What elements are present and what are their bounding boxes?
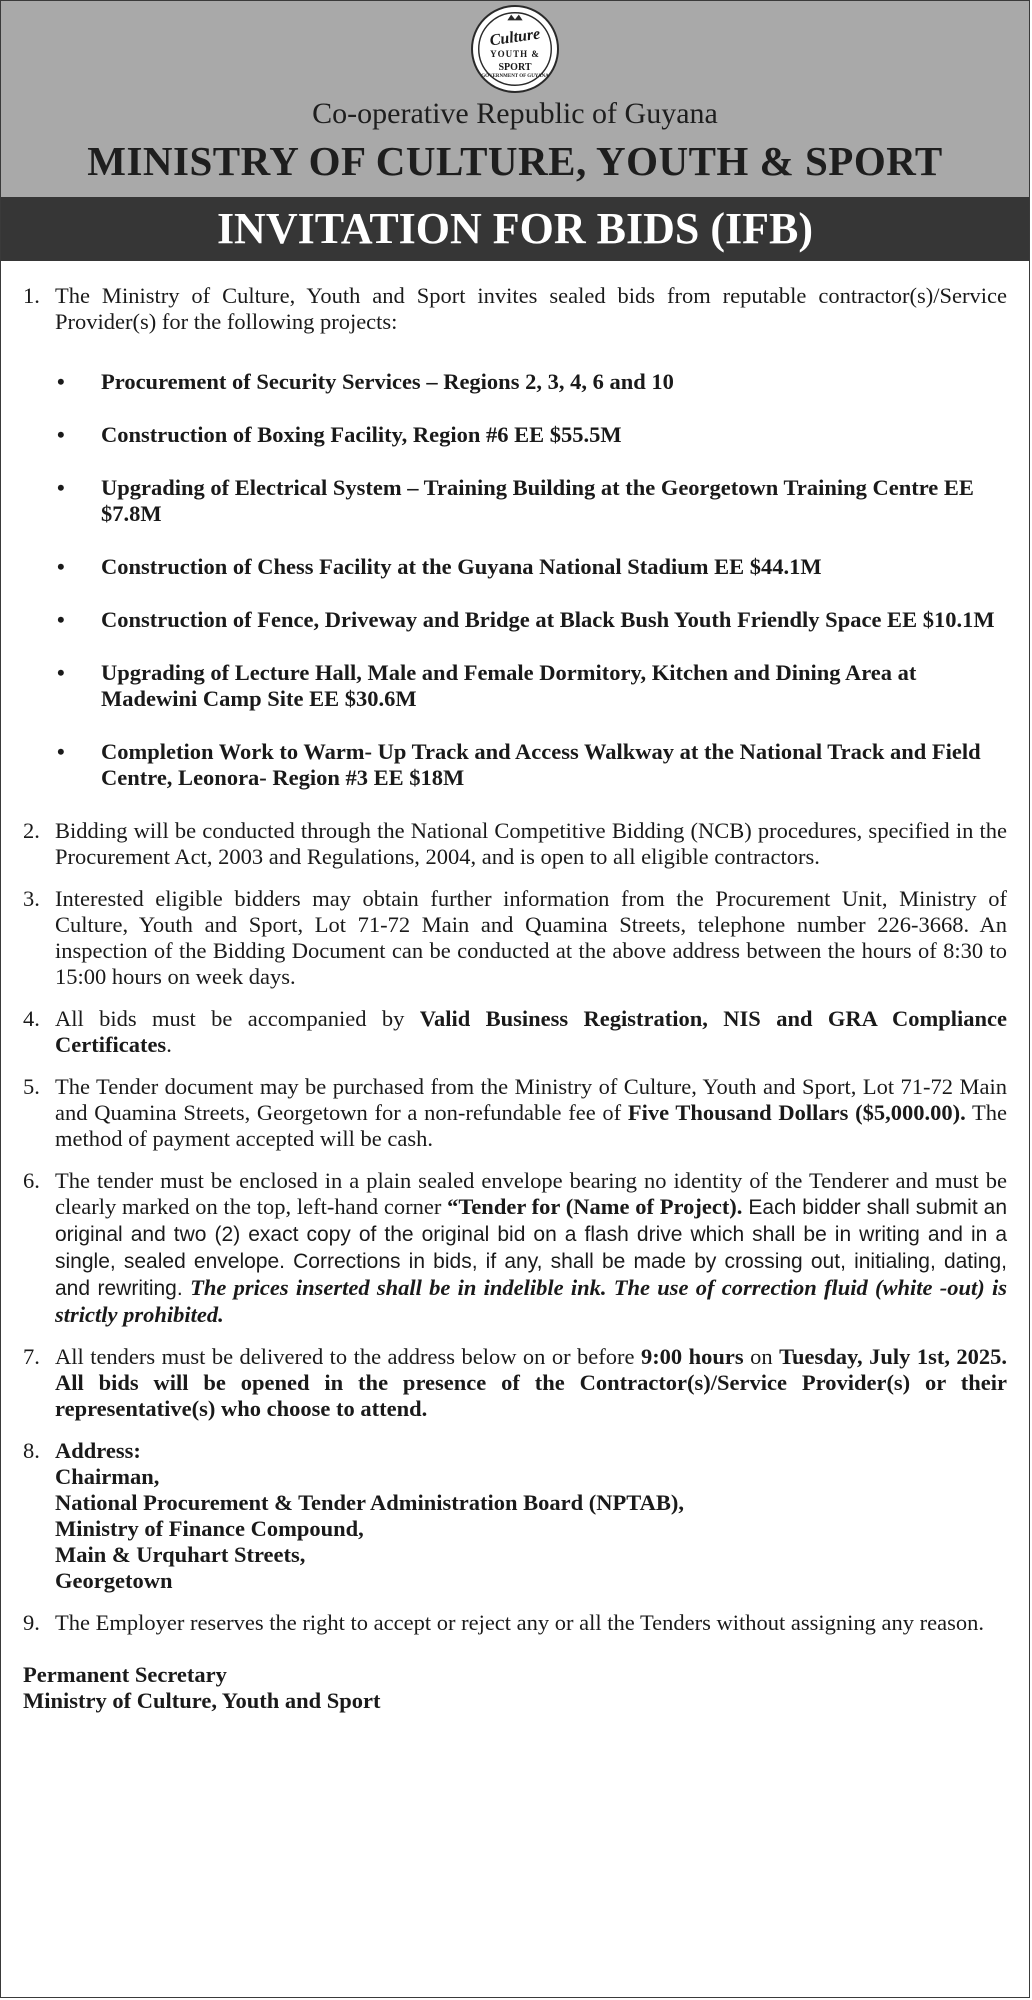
list-item	[57, 422, 1007, 448]
clause-7	[23, 1344, 1007, 1422]
clause-text	[55, 1006, 1007, 1058]
clause-text: The Ministry of Culture, Youth and Sport invites sealed bids from reputable contractor(s)/Service Provider(s) for the following projects:	[55, 283, 1007, 334]
clause-number: 5.	[23, 1074, 40, 1099]
clause-text-part: All tenders must be delivered to the address below on or before	[55, 1344, 641, 1369]
clause-text	[55, 1344, 1007, 1422]
clause-text-bold: Five Thousand Dollars ($5,000.00).	[627, 1100, 966, 1125]
clause-text-bold: Valid Business Registration, NIS and GRA Compliance Certificates	[55, 1006, 1007, 1057]
address-line: Main & Urquhart Streets,	[55, 1542, 306, 1567]
clause-text-bold: 9:00 hours	[640, 1344, 744, 1369]
clause-text-bold: Tuesday, July 1st, 2025. All bids will be opened in the presence of the Contractor(s)/Service Provider(s) or their representative(s) who choose to attend.	[55, 1344, 1008, 1421]
page-title: INVITATION FOR BIDS (IFB)	[1, 197, 1029, 261]
clause-text-part: The tender must be enclosed in a plain sealed envelope bearing no identity of the Tenderer and must be clearly marked on the top, left-hand corner	[55, 1168, 1007, 1219]
seal-text-sport: SPORT	[498, 62, 532, 73]
clause-text-bold-italic: The prices inserted shall be in indelible ink. The use of correction fluid (white -out) is strictly prohibited.	[55, 1275, 1007, 1327]
header	[1, 1, 1029, 197]
project-title: Construction of Chess Facility at the Guyana National Stadium EE $44.1M	[101, 554, 822, 579]
clause-number: 3.	[23, 886, 40, 911]
project-title: Construction of Fence, Driveway and Bridge at Black Bush Youth Friendly Space EE $10.1M	[101, 607, 995, 632]
project-title: Upgrading of Electrical System – Training Building at the Georgetown Training Centre EE $7.8M	[101, 475, 974, 526]
project-title: Construction of Boxing Facility, Region #6 EE $55.5M	[101, 422, 622, 447]
project-list	[57, 369, 1007, 791]
clause-text-part: .	[166, 1032, 172, 1057]
country-name: Co-operative Republic of Guyana	[312, 97, 718, 130]
clause-text	[55, 1168, 1007, 1328]
list-item	[57, 660, 1007, 712]
bullet-icon: •	[57, 660, 65, 685]
clause-number: 2.	[23, 818, 40, 843]
seal-text-youth: YOUTH &	[490, 49, 540, 59]
bullet-icon: •	[57, 554, 65, 579]
bullet-icon: •	[57, 475, 65, 500]
clause-text-sans: Each bidder shall submit an original and two (2) exact copy of the original bid on a flash drive which shall be in writing and in a single, sealed envelope. Corrections in bids, if any, shall be made by crossing out, initialing, dating, and rewriting.	[55, 1196, 1007, 1300]
address-line: Chairman,	[55, 1464, 160, 1489]
clause-number: 6.	[23, 1168, 40, 1193]
signatory-title: Permanent Secretary	[23, 1662, 227, 1687]
signatory-organization: Ministry of Culture, Youth and Sport	[23, 1688, 381, 1713]
clause-text	[55, 1074, 1007, 1152]
list-item	[57, 607, 1007, 633]
project-title: Completion Work to Warm- Up Track and Access Walkway at the National Track and Field Centre, Leonora- Region #3 EE $18M	[101, 739, 981, 790]
bullet-icon: •	[57, 369, 65, 394]
clause-2	[23, 818, 1007, 870]
address-line: Ministry of Finance Compound,	[55, 1516, 364, 1541]
project-title: Upgrading of Lecture Hall, Male and Female Dormitory, Kitchen and Dining Area at Madewini Camp Site EE $30.6M	[101, 660, 917, 711]
clause-text-part: The method of payment accepted will be cash.	[55, 1100, 1007, 1151]
clause-number: 1.	[23, 283, 40, 308]
clause-number: 7.	[23, 1344, 40, 1369]
list-item	[57, 739, 1007, 791]
seal-text-culture: Culture	[488, 25, 542, 50]
address-line: National Procurement & Tender Administration Board (NPTAB),	[55, 1490, 684, 1515]
clause-8	[23, 1438, 1007, 1594]
clause-number: 4.	[23, 1006, 40, 1031]
bullet-icon: •	[57, 607, 65, 632]
clause-text-part: The Tender document may be purchased from the Ministry of Culture, Youth and Sport, Lot 71-72 Main and Quamina Streets, Georgetown for a non-refundable fee of	[55, 1074, 1007, 1125]
address-line: Address:	[55, 1438, 141, 1463]
clause-text: Bidding will be conducted through the National Competitive Bidding (NCB) procedures, specified in the Procurement Act, 2003 and Regulations, 2004, and is open to all eligible contractors.	[55, 818, 1007, 869]
clause-6	[23, 1168, 1007, 1328]
clause-4	[23, 1006, 1007, 1058]
clause-text-bold: “Tender for (Name of Project).	[447, 1194, 743, 1219]
clause-text: Interested eligible bidders may obtain further information from the Procurement Unit, Ministry of Culture, Youth and Sport, Lot 71-72 Main and Quamina Streets, telephone number 226-3668. An inspection of the Bidding Document can be conducted at the above address between the hours of 8:30 to 15:00 hours on week days.	[55, 886, 1007, 989]
seal-text-government: GOVERNMENT OF GUYANA	[481, 74, 549, 79]
clause-number: 8.	[23, 1438, 40, 1463]
clause-number: 9.	[23, 1610, 40, 1635]
bullet-icon: •	[57, 422, 65, 447]
clause-5	[23, 1074, 1007, 1152]
list-item	[57, 475, 1007, 527]
bullet-icon: •	[57, 739, 65, 764]
list-item	[57, 369, 1007, 395]
list-item	[57, 554, 1007, 580]
project-title: Procurement of Security Services – Regions 2, 3, 4, 6 and 10	[101, 369, 674, 394]
signature-block	[23, 1662, 1007, 1714]
clause-text-part: All bids must be accompanied by	[55, 1006, 420, 1031]
clause-9	[23, 1610, 1007, 1636]
address-block	[55, 1438, 1007, 1594]
ministry-name: MINISTRY OF CULTURE, YOUTH & SPORT	[87, 138, 943, 184]
address-line: Georgetown	[55, 1568, 173, 1593]
clause-text: The Employer reserves the right to accept or reject any or all the Tenders without assigning any reason.	[55, 1610, 984, 1635]
clause-text-part: on	[743, 1344, 780, 1369]
ministry-seal-icon	[471, 5, 559, 93]
clause-3	[23, 886, 1007, 990]
notice-body	[1, 261, 1029, 1714]
clause-1	[23, 283, 1007, 335]
